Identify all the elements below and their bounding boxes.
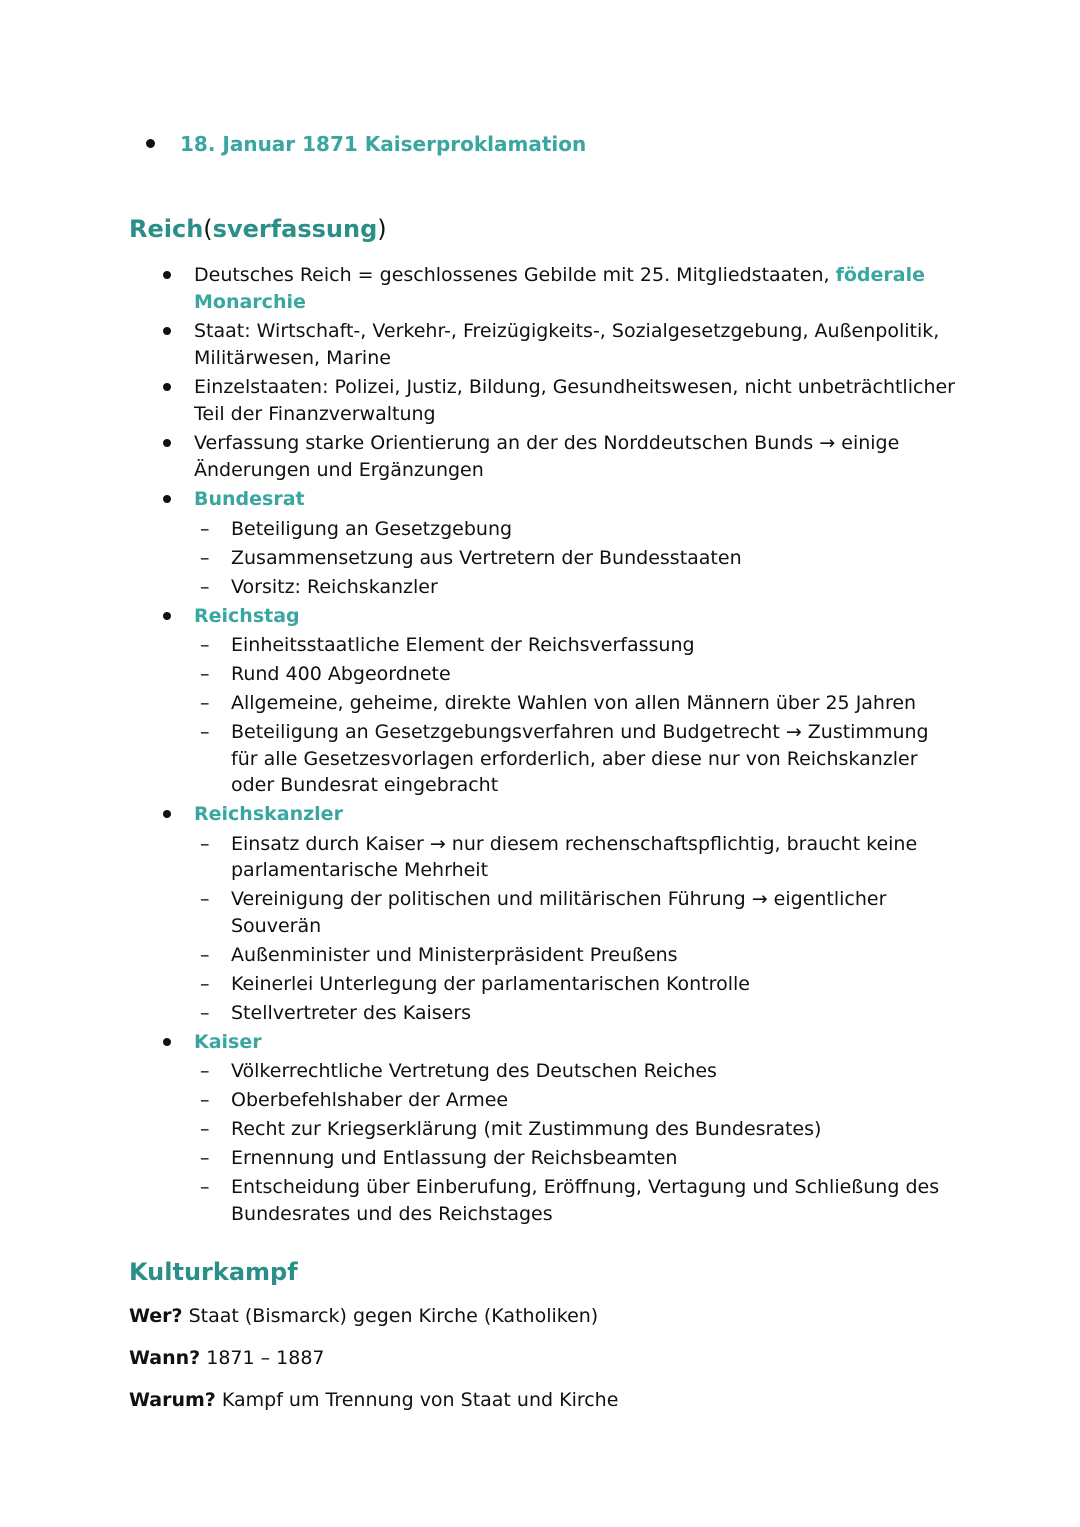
bundesrat-item — [160, 486, 960, 513]
sub-item-text: Vorsitz: Reichskanzler — [231, 575, 438, 598]
sub-item-text: Entscheidung über Einberufung, Eröffnung, Vertagung und Schließung des Bundesrates und des Reichstages — [231, 1176, 940, 1225]
sub-item — [160, 1145, 960, 1172]
kulturkampf-heading: Kulturkampf — [129, 1258, 298, 1286]
sub-item — [160, 516, 960, 543]
sub-item — [160, 1058, 960, 1085]
warum-label: Warum? — [129, 1389, 216, 1411]
reichskanzler-title: Reichskanzler — [194, 803, 343, 825]
wann-line — [129, 1345, 325, 1371]
sub-item-text: Keinerlei Unterlegung der parlamentarischen Kontrolle — [231, 972, 750, 995]
reich-heading-paren: sverfassung — [212, 215, 378, 243]
dash-icon: – — [200, 1118, 210, 1140]
sub-item-text: Einsatz durch Kaiser → nur diesem rechenschaftspflichtig, braucht keine parlamentarische Mehrheit — [231, 832, 918, 881]
dash-icon: – — [200, 663, 210, 685]
dash-icon: – — [200, 972, 210, 995]
dash-icon: – — [200, 1060, 210, 1082]
sub-item-text: Einheitsstaatliche Element der Reichsverfassung — [231, 634, 695, 656]
sub-item — [160, 632, 960, 659]
sub-item-text: Rund 400 Abgeordnete — [231, 663, 451, 685]
list-item — [160, 374, 960, 427]
sub-item-text: Völkerrechtliche Vertretung des Deutschen Reiches — [231, 1060, 717, 1082]
reich-heading-paren-close: ) — [377, 215, 387, 243]
bullet-icon — [146, 139, 155, 148]
dash-icon: – — [200, 832, 210, 855]
dash-icon: – — [200, 546, 210, 569]
bullet-icon — [163, 271, 171, 279]
sub-item — [160, 1174, 960, 1227]
proclamation-text: 18. Januar 1871 Kaiserproklamation — [180, 132, 587, 156]
sub-item — [160, 971, 960, 998]
list-item-text: Einzelstaaten: Polizei, Justiz, Bildung, Gesundheitswesen, nicht unbeträchtlicher Teil der Finanzverwaltung — [194, 376, 955, 425]
sub-item — [160, 1000, 960, 1027]
bullet-icon — [163, 495, 171, 503]
sub-item-text: Recht zur Kriegserklärung (mit Zustimmung des Bundesrates) — [231, 1118, 822, 1140]
dash-icon: – — [200, 721, 210, 743]
sub-item-text: Allgemeine, geheime, direkte Wahlen von allen Männern über 25 Jahren — [231, 692, 917, 714]
reichstag-title: Reichstag — [194, 604, 300, 627]
bullet-icon — [163, 327, 171, 335]
reichstag-item — [160, 603, 960, 630]
sub-item — [160, 690, 960, 717]
kaiser-title: Kaiser — [194, 1030, 262, 1053]
sub-item-text: Zusammensetzung aus Vertretern der Bundesstaaten — [231, 546, 742, 569]
dash-icon: – — [200, 517, 210, 540]
bullet-icon — [163, 612, 171, 620]
dash-icon: – — [200, 1089, 210, 1111]
dash-icon: – — [200, 575, 210, 598]
kaiser-item — [160, 1029, 960, 1056]
sub-item — [160, 1087, 960, 1114]
wann-label: Wann? — [129, 1347, 201, 1369]
dash-icon: – — [200, 1147, 210, 1169]
wann-value: 1871 – 1887 — [200, 1347, 325, 1369]
sub-item-text: Stellvertreter des Kaisers — [231, 1001, 472, 1024]
dash-icon: – — [200, 888, 210, 910]
bullet-icon — [163, 439, 171, 447]
dash-icon: – — [200, 943, 210, 966]
sub-item-text: Beteiligung an Gesetzgebung — [231, 517, 513, 540]
wer-label: Wer? — [129, 1305, 183, 1327]
sub-item-text: Oberbefehlshaber der Armee — [231, 1089, 509, 1111]
dash-icon: – — [200, 692, 210, 714]
sub-item-text: Außenminister und Ministerpräsident Preußens — [231, 943, 678, 966]
reich-heading — [129, 214, 387, 244]
bullet-icon — [163, 1038, 171, 1046]
dash-icon: – — [200, 634, 210, 656]
bundesrat-title: Bundesrat — [194, 488, 305, 510]
list-item-highlight: föderale Monarchie — [194, 264, 925, 313]
sub-item-text: Vereinigung der politischen und militärischen Führung → eigentlicher Souverän — [231, 888, 887, 937]
sub-item — [160, 719, 960, 799]
list-item — [160, 430, 960, 483]
sub-item-text: Beteiligung an Gesetzgebungsverfahren und Budgetrecht → Zustimmung für alle Gesetzesvorlagen erforderlich, aber diese nur von Reichskanzler oder Bundesrat eingebracht — [231, 721, 929, 796]
reich-heading-paren-open: ( — [203, 215, 213, 243]
wer-value: Staat (Bismarck) gegen Kirche (Katholiken) — [182, 1305, 599, 1327]
reich-list — [160, 262, 960, 1230]
bullet-icon — [163, 810, 171, 818]
sub-item — [160, 545, 960, 572]
reichskanzler-item — [160, 801, 960, 828]
sub-item — [160, 1116, 960, 1143]
wer-line — [129, 1303, 598, 1329]
sub-item — [160, 942, 960, 969]
sub-item — [160, 886, 960, 939]
list-item — [160, 318, 960, 371]
dash-icon: – — [200, 1001, 210, 1024]
sub-item — [160, 574, 960, 601]
bullet-icon — [163, 383, 171, 391]
list-item-text: Staat: Wirtschaft-, Verkehr-, Freizügigkeits-, Sozialgesetzgebung, Außenpolitik, Militärwesen, Marine — [194, 320, 940, 369]
sub-item — [160, 661, 960, 688]
sub-item — [160, 831, 960, 884]
warum-line — [129, 1387, 618, 1413]
list-item-text: Verfassung starke Orientierung an der des Norddeutschen Bunds → einige Änderungen und Ergänzungen — [194, 432, 900, 481]
dash-icon: – — [200, 1176, 210, 1198]
warum-value: Kampf um Trennung von Staat und Kirche — [215, 1389, 619, 1411]
sub-item-text: Ernennung und Entlassung der Reichsbeamten — [231, 1147, 678, 1169]
list-item — [160, 262, 960, 315]
reich-heading-main: Reich — [129, 215, 204, 243]
list-item-text: Deutsches Reich = geschlossenes Gebilde mit 25. Mitgliedstaaten, — [194, 264, 836, 286]
